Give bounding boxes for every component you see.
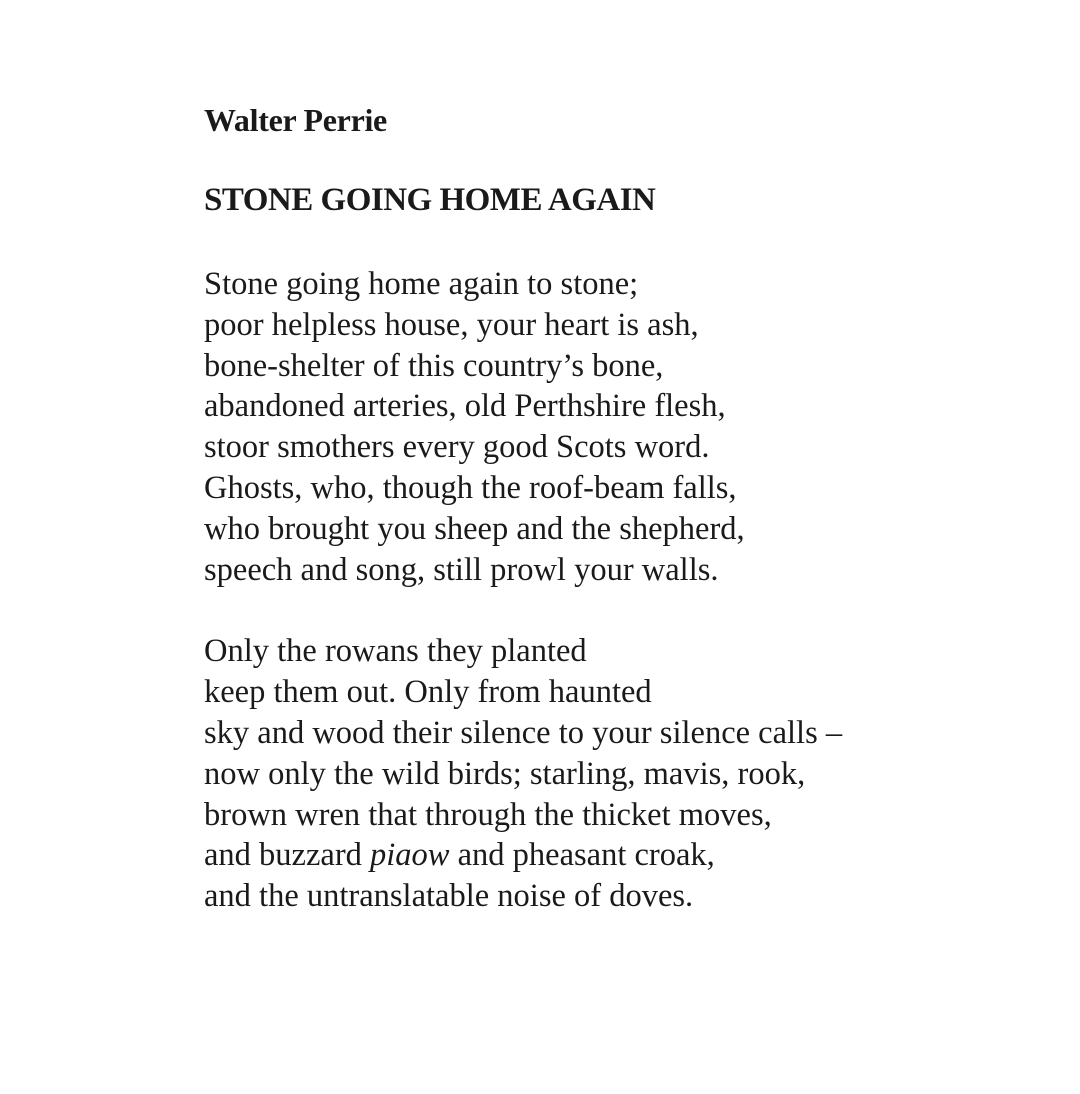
poem-line: and the untranslatable noise of doves. [204,878,694,915]
poem-line-with-italic [204,835,1064,876]
poem-line: poor helpless house, your heart is ash, [204,306,699,343]
line-text-before: and buzzard [204,837,371,874]
poem-line: abandoned arteries, old Perthshire flesh, [204,388,726,425]
italic-word: piaow [370,837,450,874]
line-text-after: and pheasant croak, [449,837,715,874]
poem-line: bone-shelter of this country’s bone, [204,347,664,384]
poem-line: who brought you sheep and the shepherd, [204,510,745,547]
poem-line: now only the wild birds; starling, mavis, rook, [204,755,806,792]
poem-line: sky and wood their silence to your silence calls – [204,714,843,751]
poem-line: stoor smothers every good Scots word. [204,429,710,466]
poem-line: speech and song, still prowl your walls. [204,551,719,588]
stanza-2 [204,631,1064,917]
poem-line: keep them out. Only from haunted [204,674,652,711]
poem-line: Only the rowans they planted [204,633,587,670]
poem-page [204,100,1064,917]
stanza-1 [204,264,1064,590]
author-name: Walter Perrie [204,102,387,138]
poem-title: STONE GOING HOME AGAIN [204,182,656,218]
poem-line: brown wren that through the thicket moves, [204,796,772,833]
poem-line: Ghosts, who, though the roof-beam falls, [204,469,737,506]
poem-line: Stone going home again to stone; [204,266,639,302]
